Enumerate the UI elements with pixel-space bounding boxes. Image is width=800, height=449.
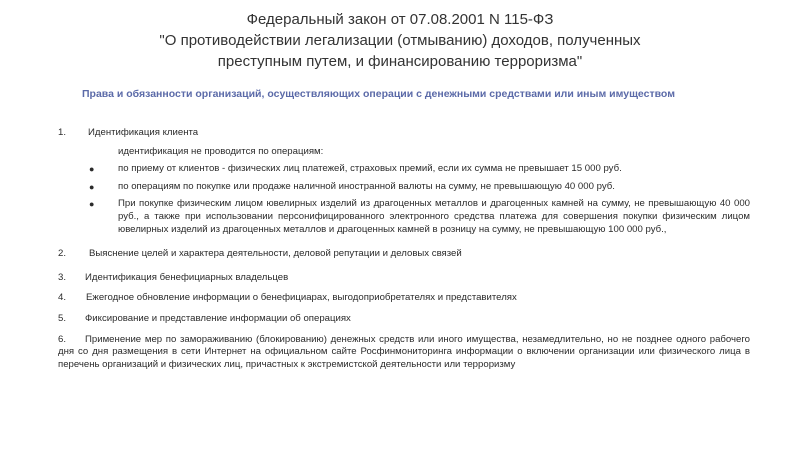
title-line-1: Федеральный закон от 07.08.2001 N 115-ФЗ bbox=[246, 11, 554, 28]
list-item-text: Фиксирование и представление информации об операциях bbox=[85, 312, 351, 324]
list-item-number: 3. bbox=[58, 271, 67, 283]
slide-title bbox=[0, 9, 800, 72]
list-item-2 bbox=[58, 248, 750, 261]
bullet-text: по операциям по покупке или продаже наличной иностранной валюты на сумму, не превышающую 40 000 руб. bbox=[118, 180, 615, 192]
list-item-text: Выяснение целей и характера деятельности, деловой репутации и деловых связей bbox=[89, 248, 462, 260]
title-line-2: "О противодействии легализации (отмыванию) доходов, полученных bbox=[159, 32, 641, 49]
list-item-3 bbox=[58, 272, 750, 285]
section-subtitle: Права и обязанности организаций, осуществляющих операции с денежными средствами или иным имуществом bbox=[82, 88, 675, 100]
bullet-text: по приему от клиентов - физических лиц платежей, страховых премий, если их сумма не превышает 15 000 руб. bbox=[118, 163, 622, 175]
list-item-number: 5. bbox=[58, 312, 67, 324]
list-item-text: Идентификация клиента bbox=[88, 127, 199, 138]
list-item-6 bbox=[58, 334, 750, 372]
list-item-6-text: Применение мер по замораживанию (блокированию) денежных средств или иного имущества, незамедлительно, но не позднее одного рабочего дня со дня размещения в сети Интернет на официальном сайте Росфинмониторинга информации о включении организации или физического лица в перечень организаций и физических лиц, причастных к экстремистской деятельности или терроризму bbox=[58, 333, 750, 370]
list-item-text bbox=[58, 334, 750, 372]
list-item-number: 1. bbox=[58, 127, 67, 138]
list-item-number: 6. bbox=[58, 333, 67, 345]
numbered-list bbox=[58, 127, 750, 371]
title-line-3: преступным путем, и финансированию терроризма" bbox=[217, 53, 583, 70]
bullet-item bbox=[89, 163, 750, 176]
bullet-item bbox=[89, 180, 750, 194]
list-item-number: 2. bbox=[58, 248, 67, 260]
list-item-4 bbox=[58, 292, 750, 305]
list-item-text: Идентификация бенефициарных владельцев bbox=[85, 271, 289, 283]
bullet-text: При покупке физическим лицом ювелирных изделий из драгоценных металлов и драгоценных камней на сумму, не превышающую 40 000 руб., а также при использовании персонифицированного электронного средства платежа для совершения покупки физическим лицом ювелирных изделий из драгоценных металлов и драгоценных камней в розницу на сумму, не превышающую 100 000 руб., bbox=[118, 198, 750, 235]
bullet-icon: ● bbox=[89, 181, 95, 192]
bullet-icon: ● bbox=[89, 164, 95, 175]
bullet-item bbox=[89, 198, 750, 236]
list-item-1-subline: идентификация не проводится по операциям: bbox=[118, 145, 324, 157]
bullet-icon: ● bbox=[89, 199, 95, 210]
list-item-1 bbox=[58, 127, 750, 140]
list-item-text: Ежегодное обновление информации о бенефициарах, выгодоприобретателях и представителях bbox=[86, 292, 517, 304]
list-item-5 bbox=[58, 313, 750, 326]
list-item-number: 4. bbox=[58, 292, 67, 304]
